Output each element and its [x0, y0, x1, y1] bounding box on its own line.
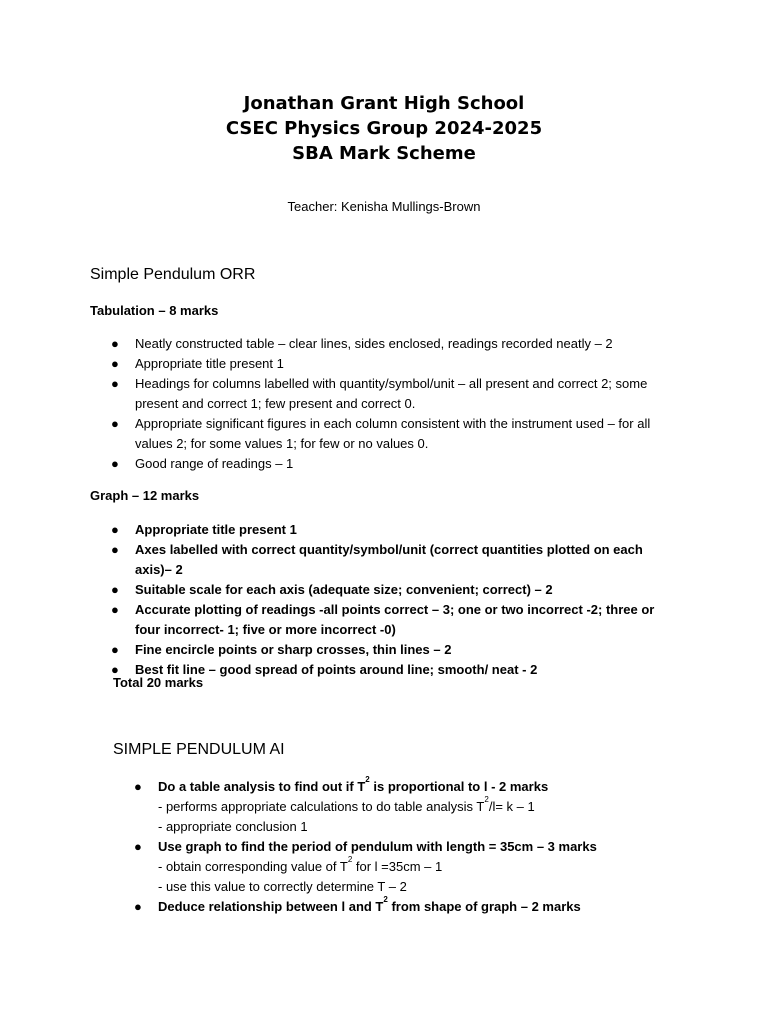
list-item: ● Appropriate title present 1	[135, 354, 670, 374]
bullet-icon: ●	[111, 602, 119, 617]
list-item: ● Neatly constructed table – clear lines, sides enclosed, readings recorded neatly – 2	[135, 334, 670, 354]
graph-list	[111, 520, 675, 680]
bullet-icon: ●	[134, 839, 142, 854]
course-title: CSEC Physics Group 2024-2025	[225, 118, 543, 139]
list-item: ● Appropriate title present 1	[135, 520, 675, 540]
bullet-icon: ●	[111, 416, 119, 431]
list-item: ● Do a table analysis to find out if $T^2$ is proportional to l - 2 marks - performs appropriate calculations to do table analysis $T^2/l= k - 1$ - appropriate conclusion 1	[158, 777, 678, 837]
bullet-icon: ●	[111, 542, 119, 557]
school-name: Jonathan Grant High School	[243, 93, 525, 114]
total-marks: Total 20 marks	[113, 675, 204, 690]
sub-point: - performs appropriate calculations to do table analysis $T^2/l= k - 1$	[158, 795, 535, 814]
sub-point: - appropriate conclusion 1	[158, 819, 308, 834]
list-item: ● Suitable scale for each axis (adequate size; convenient; correct) – 2	[135, 580, 675, 600]
bullet-icon: ●	[111, 456, 119, 471]
document-title: SBA Mark Scheme	[292, 143, 476, 164]
ai-section-title: SIMPLE PENDULUM AI	[113, 741, 285, 758]
ai-list	[134, 775, 678, 917]
list-item: ● Deduce relationship between l and $T^2$ from shape of graph – 2 marks	[158, 897, 678, 917]
bullet-icon: ●	[111, 642, 119, 657]
list-item: ● Use graph to find the period of pendulum with length = 35cm – 3 marks - obtain corresponding value of $T^2$ for l =35cm – 1 - use this value to correctly determine T – 2	[158, 837, 678, 897]
list-item: ● Fine encircle points or sharp crosses, thin lines – 2	[135, 640, 675, 660]
bullet-icon: ●	[111, 582, 119, 597]
tabulation-list	[111, 334, 670, 474]
bullet-icon: ●	[111, 376, 119, 391]
bullet-icon: ●	[111, 522, 119, 537]
list-item: ● Good range of readings – 1	[135, 454, 670, 474]
tabulation-heading: Tabulation – 8 marks	[90, 303, 219, 318]
orr-section-title: Simple Pendulum ORR	[90, 266, 256, 283]
list-item: ● Accurate plotting of readings -all points correct – 3; one or two incorrect -2; three or four incorrect- 1; five or more incorrect -0)	[111, 602, 655, 637]
bullet-icon: ●	[111, 336, 119, 351]
sub-point: - obtain corresponding value of $T^2$ for l =35cm – 1	[158, 855, 443, 874]
list-item: ● Best fit line – good spread of points around line; smooth/ neat - 2	[135, 660, 675, 680]
sub-point: - use this value to correctly determine T – 2	[158, 879, 407, 894]
bullet-icon: ●	[134, 899, 142, 914]
bullet-icon: ●	[111, 356, 119, 371]
bullet-icon: ●	[111, 662, 119, 677]
list-item: ● Appropriate significant figures in each column consistent with the instrument used – for all values 2; for some values 1; for few or no values 0.	[111, 416, 651, 451]
graph-heading: Graph – 12 marks	[90, 488, 200, 503]
bullet-icon: ●	[134, 779, 142, 794]
teacher-name: Teacher: Kenisha Mullings-Brown	[287, 199, 481, 214]
list-item: ● Axes labelled with correct quantity/symbol/unit (correct quantities plotted on each axis)– 2	[111, 542, 643, 577]
list-item: ● Headings for columns labelled with quantity/symbol/unit – all present and correct 2; some present and correct 1; few present and correct 0.	[111, 376, 648, 411]
